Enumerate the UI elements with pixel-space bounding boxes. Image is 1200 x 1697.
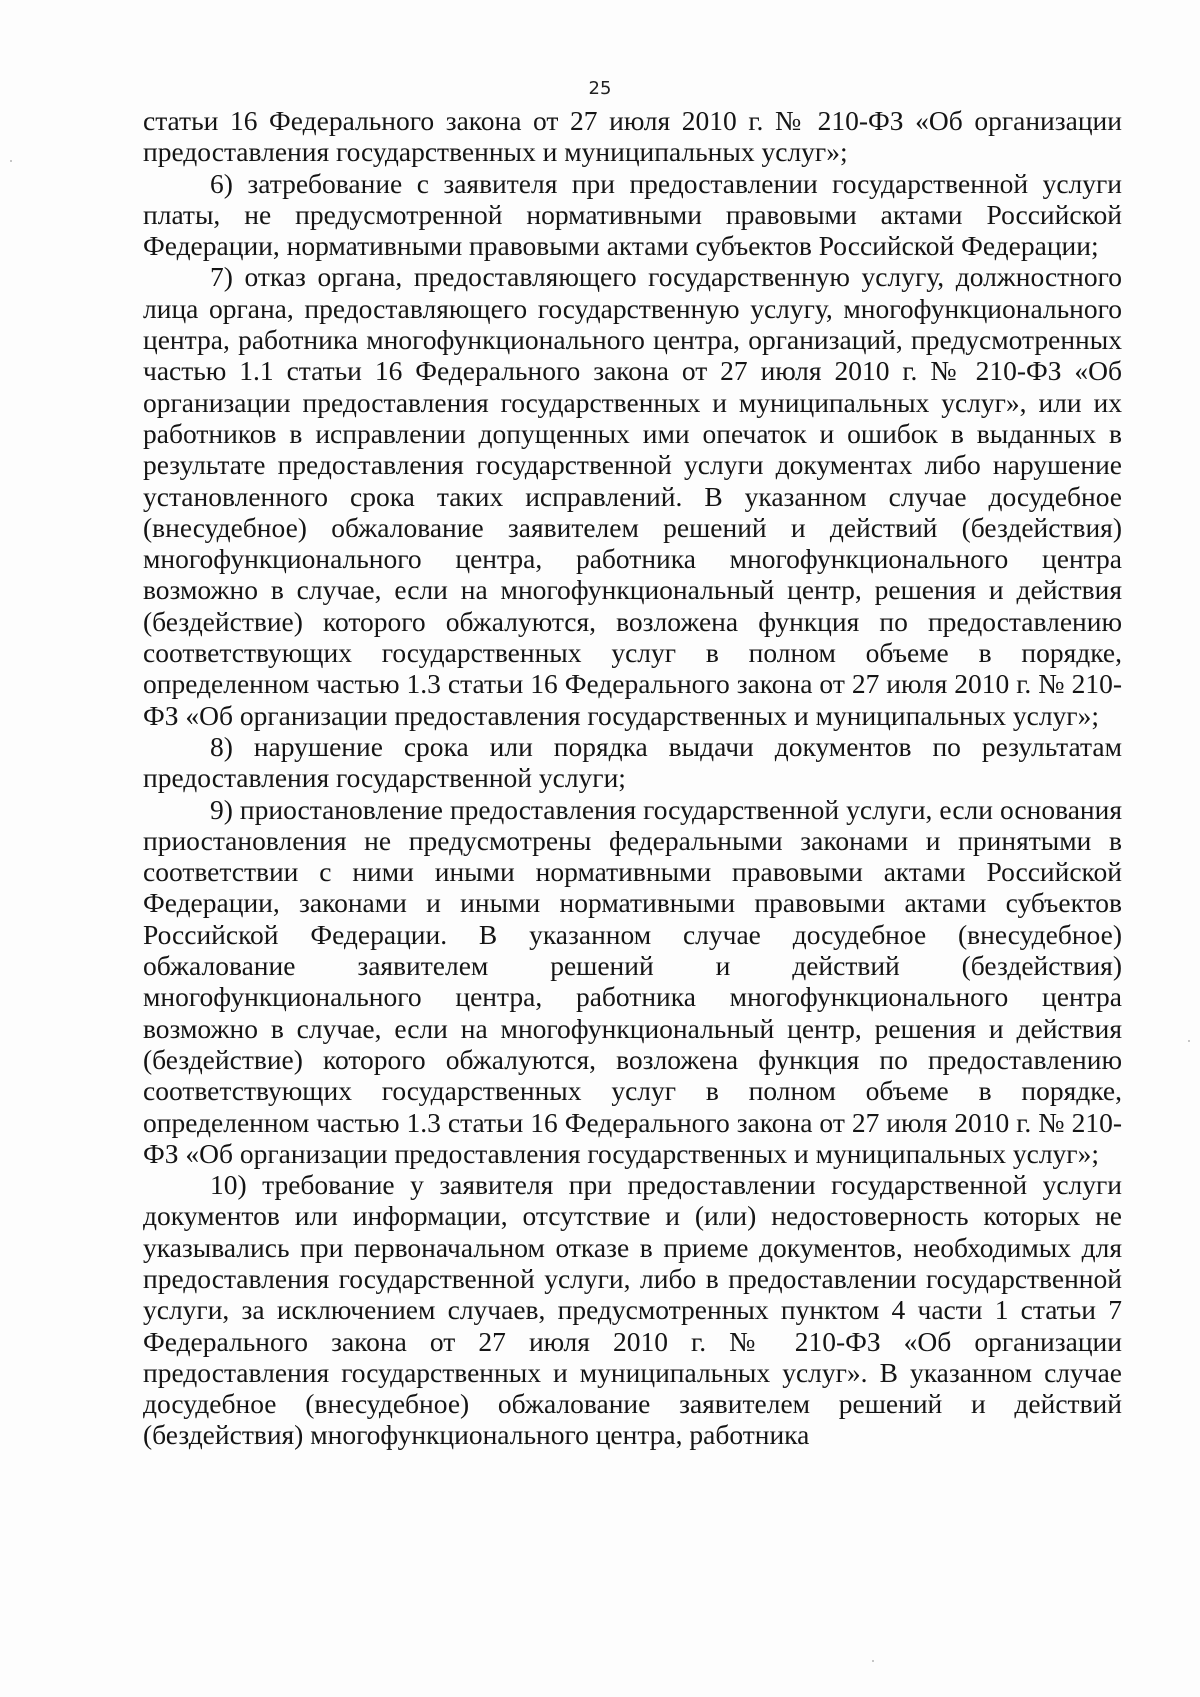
scan-speck [10, 160, 12, 162]
scan-speck [1188, 1040, 1190, 1042]
page-number: 25 [588, 78, 612, 99]
paragraph-item-7: 7) отказ органа, предоставляющего государственную услугу, должностного лица органа, предоставляющего государственную услугу, многофункционального центра, работника многофункционального центра, организаций, предусмотренных частью 1.1 статьи 16 Федерального закона от 27 июля 2010 г. № 210-ФЗ «Об организации предоставления государственных и муниципальных услуг», или их работников в исправлении допущенных ими опечаток и ошибок в выданных в результате предоставления государственной услуги документах либо нарушение установленного срока таких исправлений. В указанном случае досудебное (внесудебное) обжалование заявителем решений и действий (бездействия) многофункционального центра, работника многофункционального центра возможно в случае, если на многофункциональный центр, решения и действия (бездействие) которого обжалуются, возложена функция по предоставлению соответствующих государственных услуг в полном объеме в порядке, определенном частью 1.3 статьи 16 Федерального закона от 27 июля 2010 г. № 210-ФЗ «Об организации предоставления государственных и муниципальных услуг»; [143, 261, 1122, 731]
paragraph-item-9: 9) приостановление предоставления государственной услуги, если основания приостановления не предусмотрены федеральными законами и принятыми в соответствии с ними иными нормативными правовыми актами Российской Федерации, законами и иными нормативными правовыми актами субъектов Российской Федерации. В указанном случае досудебное (внесудебное) обжалование заявителем решений и действий (бездействия) многофункционального центра, работника многофункционального центра возможно в случае, если на многофункциональный центр, решения и действия (бездействие) которого обжалуются, возложена функция по предоставлению соответствующих государственных услуг в полном объеме в порядке, определенном частью 1.3 статьи 16 Федерального закона от 27 июля 2010 г. № 210-ФЗ «Об организации предоставления государственных и муниципальных услуг»; [143, 793, 1122, 1169]
paragraph-continuation: статьи 16 Федерального закона от 27 июля 2010 г. № 210-ФЗ «Об организации предоставления государственных и муниципальных услуг»; [143, 105, 1122, 168]
document-body [143, 105, 1122, 1451]
paragraph-item-6: 6) затребование с заявителя при предоставлении государственной услуги платы, не предусмотренной нормативными правовыми актами Российской Федерации, нормативными правовыми актами субъектов Российской Федерации; [143, 167, 1122, 262]
paragraph-item-8: 8) нарушение срока или порядка выдачи документов по результатам предоставления государственной услуги; [143, 730, 1122, 794]
scan-speck [872, 1660, 874, 1662]
paragraph-item-10: 10) требование у заявителя при предоставлении государственной услуги документов или информации, отсутствие и (или) недостоверность которых не указывались при первоначальном отказе в приеме документов, необходимых для предоставления государственной услуги, либо в предоставлении государственной услуги, за исключением случаев, предусмотренных пунктом 4 части 1 статьи 7 Федерального закона от 27 июля 2010 г. № 210-ФЗ «Об организации предоставления государственных и муниципальных услуг». В указанном случае досудебное (внесудебное) обжалование заявителем решений и действий (бездействия) многофункционального центра, работника [143, 1169, 1122, 1451]
